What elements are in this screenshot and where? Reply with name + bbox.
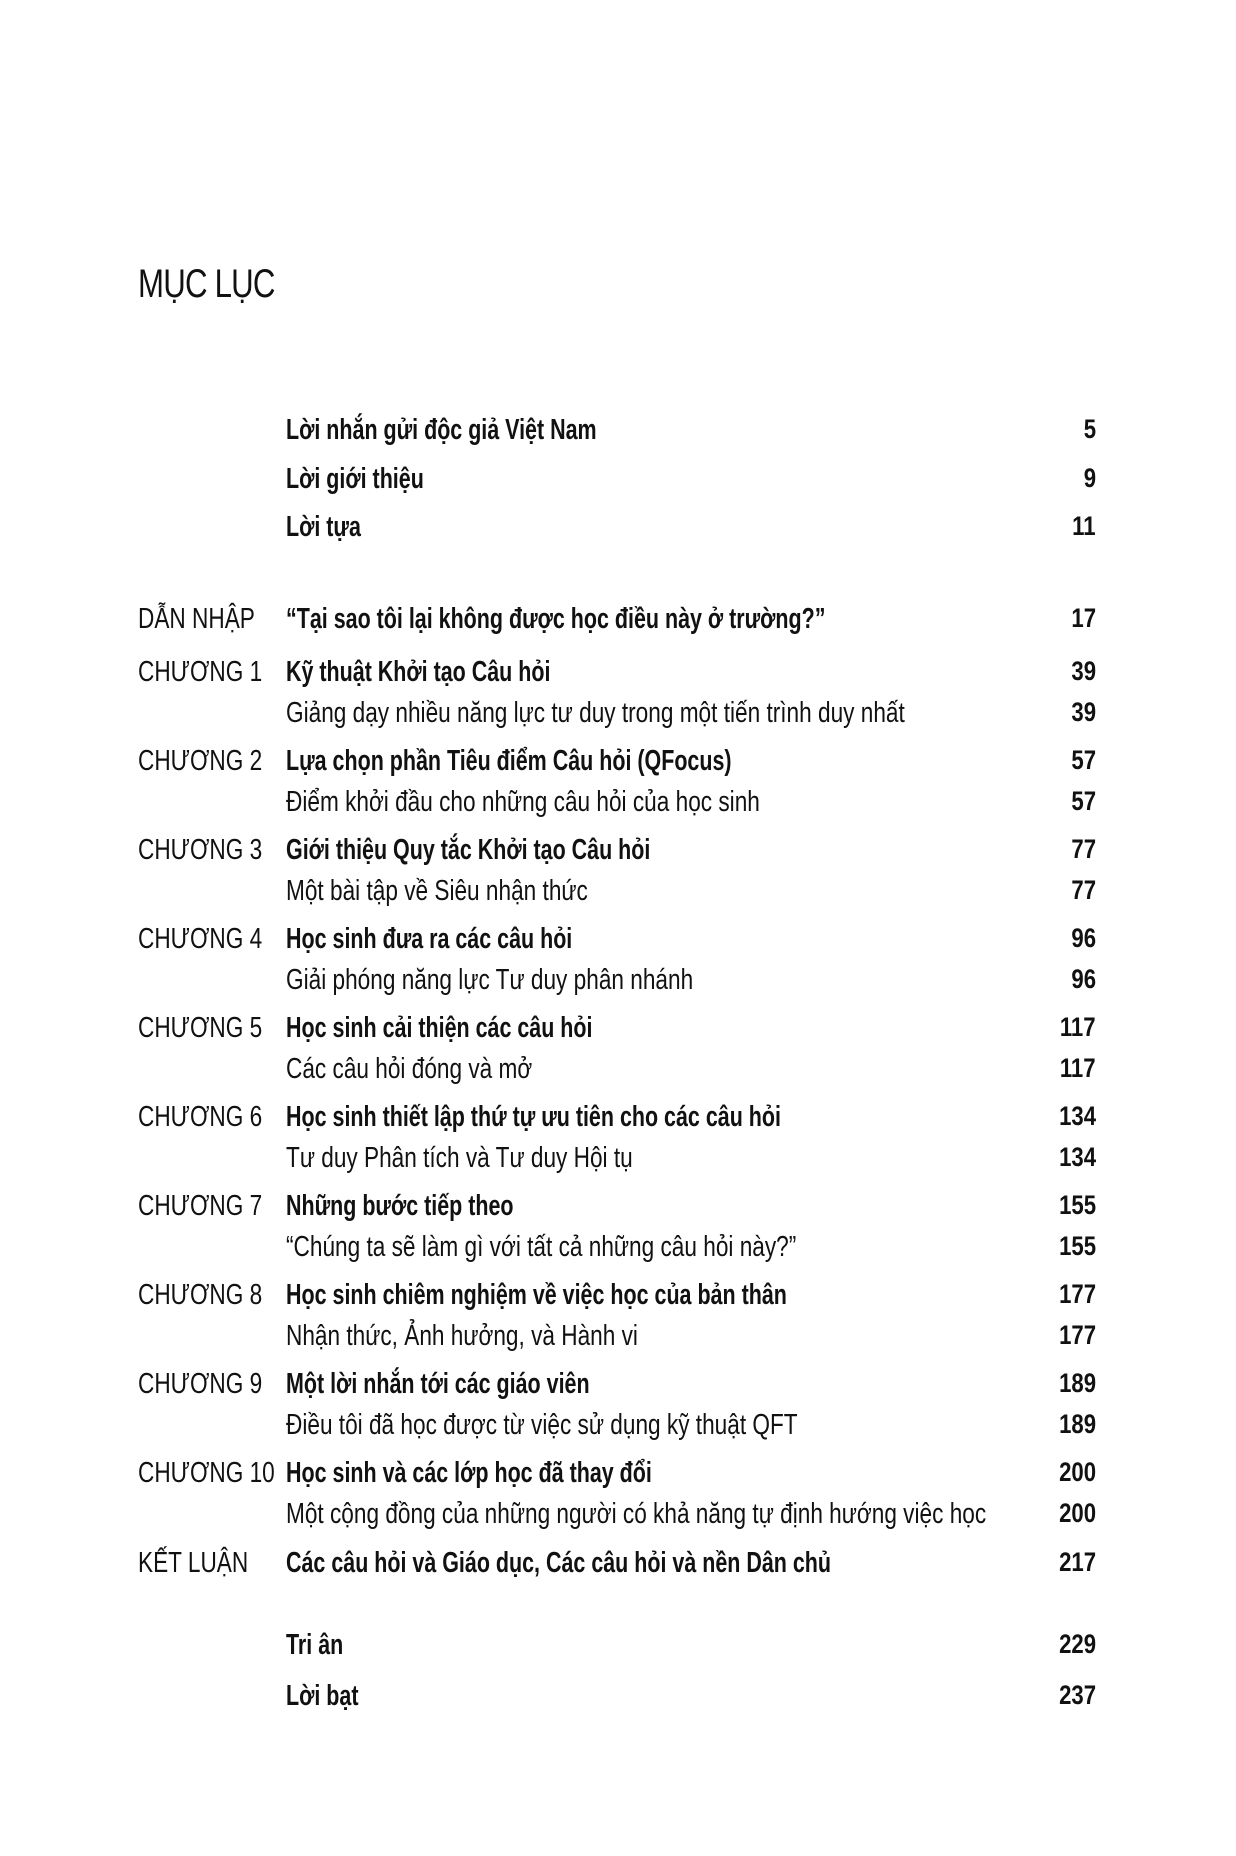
- toc-entry-chapter-7[interactable]: [0, 1190, 1236, 1230]
- entry-page-number: 189: [1059, 1368, 1096, 1398]
- toc-entry-chapter-10[interactable]: [0, 1457, 1236, 1497]
- toc-entry-chapter-3[interactable]: [0, 834, 1236, 874]
- toc-subentry-chapter-3[interactable]: [0, 875, 1236, 915]
- toc-entry-front-1[interactable]: [0, 414, 1236, 454]
- entry-page-number: 217: [1059, 1547, 1096, 1577]
- chapter-title: Học sinh chiêm nghiệm về việc học của bản thân: [286, 1279, 787, 1311]
- entry-title: Lời nhắn gửi độc giả Việt Nam: [286, 414, 597, 446]
- entry-title: Lời giới thiệu: [286, 463, 424, 495]
- entry-page-number: 77: [1071, 834, 1096, 864]
- chapter-label: CHƯƠNG 7: [138, 1190, 263, 1222]
- toc-entry-chapter-2[interactable]: [0, 745, 1236, 785]
- chapter-label: CHƯƠNG 6: [138, 1101, 263, 1133]
- entry-page-number: 200: [1059, 1457, 1096, 1487]
- toc-entry-intro[interactable]: [0, 603, 1236, 643]
- toc-entry-chapter-5[interactable]: [0, 1012, 1236, 1052]
- toc-entry-back-1[interactable]: [0, 1629, 1236, 1669]
- toc-entry-chapter-4[interactable]: [0, 923, 1236, 963]
- toc-entry-back-2[interactable]: [0, 1680, 1236, 1720]
- toc-subentry-chapter-8[interactable]: [0, 1320, 1236, 1360]
- chapter-subtitle: Nhận thức, Ảnh hưởng, và Hành vi: [286, 1320, 638, 1352]
- entry-page-number: 77: [1071, 875, 1096, 905]
- entry-page-number: 39: [1071, 697, 1096, 727]
- chapter-label: CHƯƠNG 3: [138, 834, 263, 866]
- toc-entry-chapter-6[interactable]: [0, 1101, 1236, 1141]
- chapter-title: Những bước tiếp theo: [286, 1190, 514, 1222]
- chapter-title: Học sinh đưa ra các câu hỏi: [286, 923, 573, 955]
- chapter-subtitle: Điều tôi đã học được từ việc sử dụng kỹ thuật QFT: [286, 1409, 798, 1441]
- entry-title: Tri ân: [286, 1629, 344, 1661]
- entry-page-number: 17: [1071, 603, 1096, 633]
- toc-entry-conclusion[interactable]: [0, 1547, 1236, 1587]
- chapter-title: “Tại sao tôi lại không được học điều này ở trường?”: [286, 603, 826, 635]
- entry-page-number: 177: [1059, 1320, 1096, 1350]
- entry-page-number: 5: [1083, 414, 1096, 444]
- chapter-title: Lựa chọn phần Tiêu điểm Câu hỏi (QFocus): [286, 745, 732, 777]
- chapter-label: CHƯƠNG 4: [138, 923, 263, 955]
- toc-entry-front-3[interactable]: [0, 511, 1236, 551]
- entry-title: Lời bạt: [286, 1680, 359, 1712]
- chapter-label: CHƯƠNG 1: [138, 656, 263, 688]
- chapter-subtitle: Một bài tập về Siêu nhận thức: [286, 875, 588, 907]
- entry-page-number: 96: [1071, 964, 1096, 994]
- entry-page-number: 57: [1071, 786, 1096, 816]
- entry-page-number: 229: [1059, 1629, 1096, 1659]
- toc-entry-chapter-1[interactable]: [0, 656, 1236, 696]
- toc-subentry-chapter-1[interactable]: [0, 697, 1236, 737]
- toc-entry-chapter-9[interactable]: [0, 1368, 1236, 1408]
- page-title: MỤC LỤC: [138, 262, 275, 306]
- entry-page-number: 134: [1059, 1142, 1096, 1172]
- toc-entry-chapter-8[interactable]: [0, 1279, 1236, 1319]
- toc-subentry-chapter-2[interactable]: [0, 786, 1236, 826]
- toc-subentry-chapter-10[interactable]: [0, 1498, 1236, 1538]
- entry-page-number: 117: [1060, 1012, 1096, 1042]
- entry-page-number: 57: [1071, 745, 1096, 775]
- chapter-label: CHƯƠNG 9: [138, 1368, 263, 1400]
- chapter-subtitle: Điểm khởi đầu cho những câu hỏi của học sinh: [286, 786, 760, 818]
- toc-subentry-chapter-6[interactable]: [0, 1142, 1236, 1182]
- entry-page-number: 237: [1059, 1680, 1096, 1710]
- chapter-title: Học sinh thiết lập thứ tự ưu tiên cho các câu hỏi: [286, 1101, 781, 1133]
- chapter-subtitle: Tư duy Phân tích và Tư duy Hội tụ: [286, 1142, 633, 1174]
- chapter-title: Một lời nhắn tới các giáo viên: [286, 1368, 590, 1400]
- chapter-label: DẪN NHẬP: [138, 603, 255, 635]
- toc-subentry-chapter-4[interactable]: [0, 964, 1236, 1004]
- entry-page-number: 117: [1060, 1053, 1096, 1083]
- chapter-subtitle: “Chúng ta sẽ làm gì với tất cả những câu hỏi này?”: [286, 1231, 797, 1263]
- entry-page-number: 134: [1059, 1101, 1096, 1131]
- entry-page-number: 9: [1083, 463, 1096, 493]
- chapter-label: KẾT LUẬN: [138, 1547, 249, 1579]
- entry-page-number: 39: [1071, 656, 1096, 686]
- chapter-label: CHƯƠNG 8: [138, 1279, 263, 1311]
- chapter-subtitle: Giải phóng năng lực Tư duy phân nhánh: [286, 964, 694, 996]
- toc-subentry-chapter-9[interactable]: [0, 1409, 1236, 1449]
- chapter-label: CHƯƠNG 2: [138, 745, 263, 777]
- chapter-label: CHƯƠNG 5: [138, 1012, 263, 1044]
- entry-page-number: 189: [1059, 1409, 1096, 1439]
- chapter-subtitle: Các câu hỏi đóng và mở: [286, 1053, 533, 1085]
- toc-entry-front-2[interactable]: [0, 463, 1236, 503]
- chapter-title: Học sinh và các lớp học đã thay đổi: [286, 1457, 652, 1489]
- entry-page-number: 200: [1059, 1498, 1096, 1528]
- chapter-title: Học sinh cải thiện các câu hỏi: [286, 1012, 593, 1044]
- toc-subentry-chapter-5[interactable]: [0, 1053, 1236, 1093]
- chapter-title: Kỹ thuật Khởi tạo Câu hỏi: [286, 656, 551, 688]
- entry-title: Lời tựa: [286, 511, 361, 543]
- entry-page-number: 155: [1059, 1190, 1096, 1220]
- chapter-title: Giới thiệu Quy tắc Khởi tạo Câu hỏi: [286, 834, 651, 866]
- chapter-subtitle: Một cộng đồng của những người có khả năng tự định hướng việc học: [286, 1498, 987, 1530]
- chapter-title: Các câu hỏi và Giáo dục, Các câu hỏi và nền Dân chủ: [286, 1547, 831, 1579]
- entry-page-number: 11: [1072, 511, 1096, 541]
- chapter-subtitle: Giảng dạy nhiều năng lực tư duy trong một tiến trình duy nhất: [286, 697, 905, 729]
- entry-page-number: 96: [1071, 923, 1096, 953]
- entry-page-number: 155: [1059, 1231, 1096, 1261]
- toc-subentry-chapter-7[interactable]: [0, 1231, 1236, 1271]
- chapter-label: CHƯƠNG 10: [138, 1457, 275, 1489]
- entry-page-number: 177: [1059, 1279, 1096, 1309]
